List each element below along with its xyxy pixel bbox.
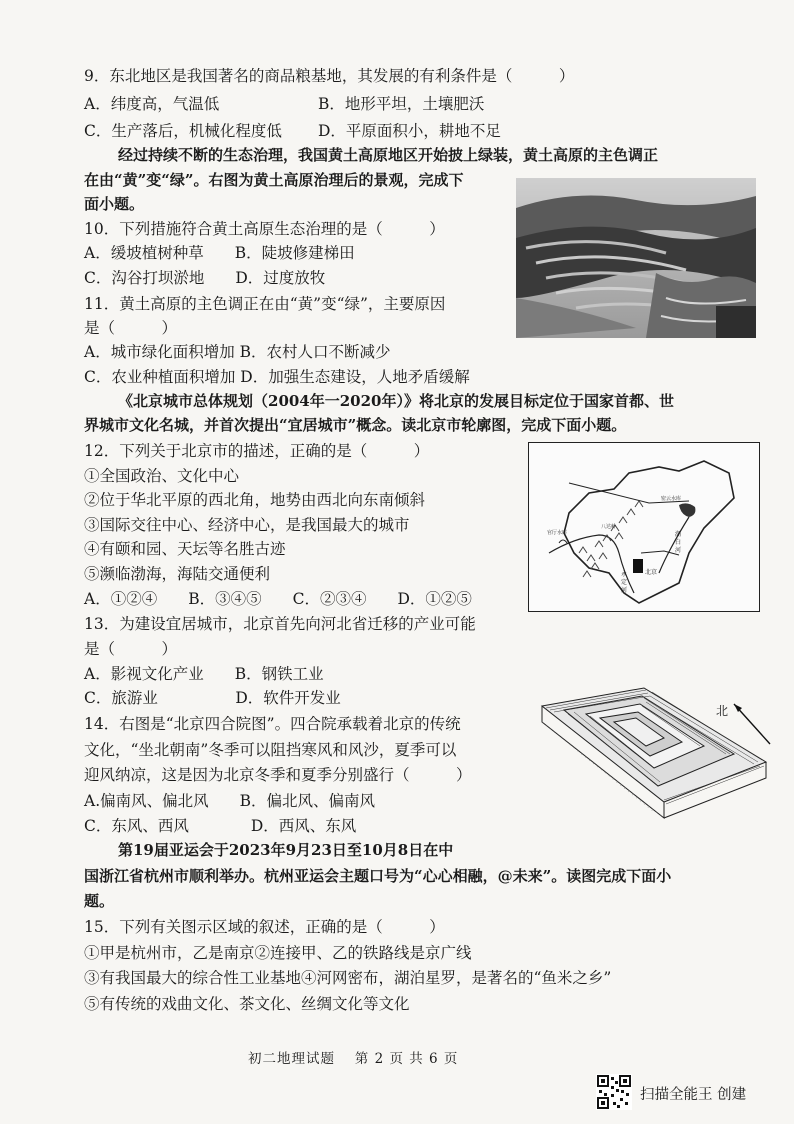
- beijing-outline-map: [528, 442, 760, 612]
- q10-stem: 10．下列措施符合黄土高原生态治理的是（ ）: [84, 220, 445, 238]
- q10-options-cd: C．沟谷打坝淤地 D．过度放牧: [84, 269, 326, 287]
- beijing-passage-line2: 界城市文化名城，并首次提出“宜居城市”概念。读北京市轮廓图，完成下面小题。: [84, 416, 627, 434]
- label-miyun: 密云水库: [661, 496, 682, 502]
- q12-statement-1: ①全国政治、文化中心: [84, 467, 240, 485]
- loess-passage-line3: 面小题。: [84, 195, 145, 213]
- q12-statement-2: ②位于华北平原的西北角，地势由西北向东南倾斜: [84, 491, 426, 509]
- q14-stem-line1: 14．右图是“北京四合院图”。四合院承载着北京的传统: [84, 715, 461, 733]
- q10-options-ab: A．缓坡植树种草 B．陡坡修建梯田: [84, 244, 355, 262]
- q15-stem: 15．下列有关图示区域的叙述，正确的是（ ）: [84, 918, 445, 936]
- q9-option-c: C．生产落后，机械化程度低: [84, 122, 282, 140]
- asiad-passage-line1: 第19届亚运会于2023年9月23日至10月8日在中: [118, 841, 454, 859]
- q15-statements-12: ①甲是杭州市，乙是南京②连接甲、乙的铁路线是京广线: [84, 944, 472, 962]
- q12-options: A．①②④ B．③④⑤ C．②③④ D．①②⑤: [84, 590, 472, 608]
- beijing-passage-line1: 《北京城市总体规划（2004年一2020年）》将北京的发展目标定位于国家首都、世: [118, 392, 674, 410]
- asiad-passage-line2: 国浙江省杭州市顺利举办。杭州亚运会主题口号为“心心相融，@未来”。读图完成下面小: [84, 867, 672, 885]
- north-arrow-icon: [728, 696, 774, 748]
- page-footer: 初二地理试题 第 2 页 共 6 页: [248, 1051, 459, 1067]
- north-label: 北: [716, 704, 729, 718]
- q12-statement-3: ③国际交往中心、经济中心，是我国最大的城市: [84, 516, 410, 534]
- q14-options-ab: A.偏南风、偏北风 B．偏北风、偏南风: [84, 792, 376, 810]
- label-beijing: 北京: [645, 569, 658, 576]
- q13-stem-line1: 13．为建设宜居城市，北京首先向河北省迁移的产业可能: [84, 615, 476, 633]
- q11-stem-line1: 11．黄土高原的主色调正在由“黄”变“绿”，主要原因: [84, 295, 446, 313]
- q11-options-cd: C．农业种植面积增加 D．加强生态建设，人地矛盾缓解: [84, 368, 470, 386]
- loess-passage-line1: 经过持续不断的生态治理，我国黄土高原地区开始披上绿装，黄土高原的主色调正: [118, 146, 659, 164]
- scanner-watermark: 扫描全能王 创建: [640, 1087, 747, 1103]
- q12-statement-4: ④有颐和园、天坛等名胜古迹: [84, 540, 286, 558]
- siheyuan-illustration: [534, 682, 774, 840]
- q15-statements-34: ③有我国最大的综合性工业基地④河网密布，湖泊星罗，是著名的“鱼米之乡”: [84, 969, 612, 987]
- asiad-passage-line3: 题。: [84, 892, 115, 910]
- q9-option-a: A．纬度高，气温低: [84, 95, 220, 113]
- q11-stem-line2: 是（ ）: [84, 319, 178, 337]
- q13-options-ab: A．影视文化产业 B．钢铁工业: [84, 665, 324, 683]
- q14-options-cd: C．东风、西风 D．西风、东风: [84, 817, 357, 835]
- q9-option-d: D．平原面积小，耕地不足: [318, 122, 501, 140]
- q15-statement-5: ⑤有传统的戏曲文化、茶文化、丝绸文化等文化: [84, 995, 410, 1013]
- q12-stem: 12．下列关于北京市的描述，正确的是（ ）: [84, 442, 430, 460]
- qr-code-icon: [596, 1074, 632, 1114]
- loess-passage-line2: 在由“黄”变“绿”。右图为黄土高原治理后的景观，完成下: [84, 171, 464, 189]
- label-guanting: 官厅水库: [547, 530, 568, 536]
- q9-stem: 9．东北地区是我国著名的商品粮基地，其发展的有利条件是（ ）: [84, 67, 575, 85]
- q11-options-ab: A．城市绿化面积增加 B．农村人口不断减少: [84, 343, 391, 361]
- q14-stem-line2: 文化，“坐北朝南”冬季可以阻挡寒风和风沙，夏季可以: [84, 741, 457, 759]
- q9-option-b: B．地形平坦，土壤肥沃: [318, 95, 485, 113]
- label-yongding: 永定河: [621, 571, 628, 594]
- q12-statement-5: ⑤濒临渤海，海陆交通便利: [84, 565, 271, 583]
- loess-plateau-photo: [516, 178, 756, 338]
- q13-stem-line2: 是（ ）: [84, 640, 178, 658]
- label-badaling: 八达岭: [601, 524, 617, 530]
- q14-stem-line3: 迎风纳凉，这是因为北京冬季和夏季分别盛行（ ）: [84, 766, 472, 784]
- q13-options-cd: C．旅游业 D．软件开发业: [84, 689, 341, 707]
- label-chaobai: 潮白河: [675, 531, 682, 554]
